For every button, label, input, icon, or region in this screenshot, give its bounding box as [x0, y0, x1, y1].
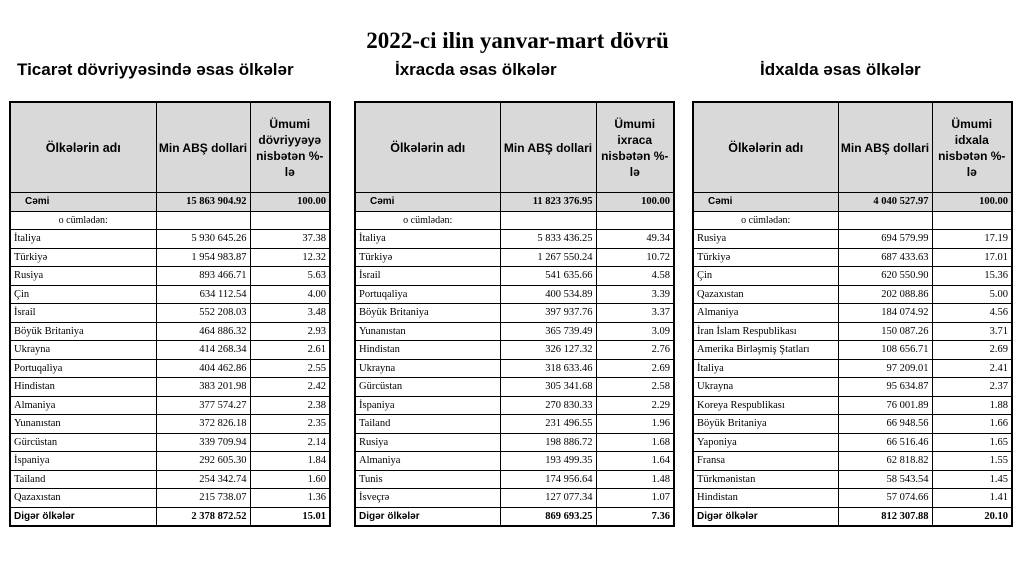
table-row [10, 359, 330, 378]
share-cell: 4.58 [596, 267, 674, 286]
country-name: Rusiya [10, 267, 156, 286]
country-name: İspaniya [10, 452, 156, 471]
share-cell: 1.55 [932, 452, 1012, 471]
table-row [10, 433, 330, 452]
share-cell: 2.55 [250, 359, 330, 378]
share-cell: 5.00 [932, 285, 1012, 304]
share-cell: 2.69 [596, 359, 674, 378]
total-label: Cəmi [693, 193, 838, 212]
total-value: 11 823 376.95 [500, 193, 596, 212]
share-cell: 3.48 [250, 304, 330, 323]
table-row [10, 415, 330, 434]
value-cell: 541 635.66 [500, 267, 596, 286]
subheader-label: o cümlədən: [693, 211, 838, 230]
country-name: Almaniya [693, 304, 838, 323]
share-cell: 1.66 [932, 415, 1012, 434]
table-row [355, 267, 674, 286]
empty-cell [250, 211, 330, 230]
value-cell: 1 954 983.87 [156, 248, 250, 267]
table-row [693, 359, 1012, 378]
total-label: Cəmi [355, 193, 500, 212]
country-name: Böyük Britaniya [10, 322, 156, 341]
total-value: 4 040 527.97 [838, 193, 932, 212]
import-table [692, 101, 1013, 527]
export-table [354, 101, 675, 527]
other-value: 812 307.88 [838, 507, 932, 526]
table-row [693, 415, 1012, 434]
header-row [693, 102, 1012, 193]
country-name: Portuqaliya [355, 285, 500, 304]
value-cell: 198 886.72 [500, 433, 596, 452]
country-name: Hindistan [10, 378, 156, 397]
table-row [693, 267, 1012, 286]
other-value: 2 378 872.52 [156, 507, 250, 526]
value-cell: 174 956.64 [500, 470, 596, 489]
country-name: Hindistan [693, 489, 838, 508]
country-name: Ukrayna [693, 378, 838, 397]
share-cell: 1.41 [932, 489, 1012, 508]
share-cell: 1.64 [596, 452, 674, 471]
table-row [10, 285, 330, 304]
country-name: Hindistan [355, 341, 500, 360]
other-label: Digər ölkələr [10, 507, 156, 526]
value-cell: 339 709.94 [156, 433, 250, 452]
table-row [693, 341, 1012, 360]
total-value: 15 863 904.92 [156, 193, 250, 212]
value-cell: 292 605.30 [156, 452, 250, 471]
country-name: Amerika Birləşmiş Ştatları [693, 341, 838, 360]
trade-turnover-heading: Ticarət dövriyyəsində əsas ölkələr [17, 60, 294, 79]
empty-cell [932, 211, 1012, 230]
table-row [693, 378, 1012, 397]
share-cell: 1.96 [596, 415, 674, 434]
share-cell: 1.48 [596, 470, 674, 489]
share-cell: 1.65 [932, 433, 1012, 452]
country-name: Türkmənistan [693, 470, 838, 489]
other-label: Digər ölkələr [693, 507, 838, 526]
subheader-row [10, 211, 330, 230]
share-cell: 4.56 [932, 304, 1012, 323]
value-cell: 215 738.07 [156, 489, 250, 508]
value-cell: 270 830.33 [500, 396, 596, 415]
share-column-header: Ümumi idxala nisbətən %-lə [932, 102, 1012, 193]
share-cell: 10.72 [596, 248, 674, 267]
value-cell: 5 833 436.25 [500, 230, 596, 249]
other-share: 20.10 [932, 507, 1012, 526]
value-cell: 66 948.56 [838, 415, 932, 434]
share-cell: 2.61 [250, 341, 330, 360]
country-name: Portuqaliya [10, 359, 156, 378]
country-name: Yaponiya [693, 433, 838, 452]
country-name: Ukrayna [10, 341, 156, 360]
country-name: İtaliya [693, 359, 838, 378]
share-cell: 1.07 [596, 489, 674, 508]
share-cell: 3.09 [596, 322, 674, 341]
share-cell: 1.88 [932, 396, 1012, 415]
share-cell: 1.36 [250, 489, 330, 508]
value-cell: 552 208.03 [156, 304, 250, 323]
country-name: Tailand [355, 415, 500, 434]
value-cell: 687 433.63 [838, 248, 932, 267]
value-cell: 620 550.90 [838, 267, 932, 286]
country-name: İspaniya [355, 396, 500, 415]
empty-cell [596, 211, 674, 230]
table-row [10, 322, 330, 341]
header-row [10, 102, 330, 193]
country-name: İsrail [10, 304, 156, 323]
table-row [693, 230, 1012, 249]
country-name: Almaniya [355, 452, 500, 471]
country-name: Çin [10, 285, 156, 304]
country-name: Gürcüstan [355, 378, 500, 397]
value-cell: 414 268.34 [156, 341, 250, 360]
country-column-header: Ölkələrin adı [355, 102, 500, 193]
table-row [355, 285, 674, 304]
share-cell: 2.76 [596, 341, 674, 360]
share-cell: 17.19 [932, 230, 1012, 249]
value-cell: 108 656.71 [838, 341, 932, 360]
country-column-header: Ölkələrin adı [693, 102, 838, 193]
total-row [10, 193, 330, 212]
table-row [355, 433, 674, 452]
table-row [355, 396, 674, 415]
value-cell: 202 088.86 [838, 285, 932, 304]
table-row [10, 230, 330, 249]
share-cell: 2.93 [250, 322, 330, 341]
country-name: Koreya Respublikası [693, 396, 838, 415]
share-column-header: Ümumi dövriyyəyə nisbətən %-lə [250, 102, 330, 193]
country-name: İsrail [355, 267, 500, 286]
other-share: 7.36 [596, 507, 674, 526]
table-row [693, 322, 1012, 341]
country-name: Gürcüstan [10, 433, 156, 452]
value-cell: 372 826.18 [156, 415, 250, 434]
table-row [355, 415, 674, 434]
table-row [10, 452, 330, 471]
table-row [693, 304, 1012, 323]
share-cell: 1.60 [250, 470, 330, 489]
value-cell: 694 579.99 [838, 230, 932, 249]
value-cell: 377 574.27 [156, 396, 250, 415]
value-cell: 76 001.89 [838, 396, 932, 415]
country-name: Tailand [10, 470, 156, 489]
share-cell: 3.71 [932, 322, 1012, 341]
country-name: İsveçrə [355, 489, 500, 508]
share-cell: 4.00 [250, 285, 330, 304]
country-name: Yunanıstan [355, 322, 500, 341]
other-countries-row [355, 507, 674, 526]
share-cell: 2.35 [250, 415, 330, 434]
total-share: 100.00 [596, 193, 674, 212]
country-name: Qazaxıstan [10, 489, 156, 508]
value-column-header: Min ABŞ dollarі [156, 102, 250, 193]
table-row [355, 470, 674, 489]
value-cell: 184 074.92 [838, 304, 932, 323]
table-row [355, 489, 674, 508]
table-row [10, 267, 330, 286]
share-cell: 5.63 [250, 267, 330, 286]
country-name: Ukrayna [355, 359, 500, 378]
empty-cell [156, 211, 250, 230]
header-row [355, 102, 674, 193]
total-row [355, 193, 674, 212]
share-cell: 2.38 [250, 396, 330, 415]
table-row [355, 230, 674, 249]
country-name: İtaliya [10, 230, 156, 249]
value-cell: 66 516.46 [838, 433, 932, 452]
value-cell: 404 462.86 [156, 359, 250, 378]
country-name: Yunanıstan [10, 415, 156, 434]
country-name: İtaliya [355, 230, 500, 249]
share-cell: 2.42 [250, 378, 330, 397]
table-row [355, 248, 674, 267]
country-name: Almaniya [10, 396, 156, 415]
share-cell: 3.37 [596, 304, 674, 323]
table-row [693, 248, 1012, 267]
trade-turnover-table [9, 101, 331, 527]
empty-cell [838, 211, 932, 230]
value-cell: 95 634.87 [838, 378, 932, 397]
value-cell: 1 267 550.24 [500, 248, 596, 267]
table-row [10, 378, 330, 397]
other-label: Digər ölkələr [355, 507, 500, 526]
table-row [355, 304, 674, 323]
country-name: Fransa [693, 452, 838, 471]
value-cell: 57 074.66 [838, 489, 932, 508]
share-cell: 1.45 [932, 470, 1012, 489]
country-name: Türkiyə [355, 248, 500, 267]
value-cell: 326 127.32 [500, 341, 596, 360]
total-row [693, 193, 1012, 212]
country-name: Türkiyə [693, 248, 838, 267]
share-cell: 49.34 [596, 230, 674, 249]
value-cell: 305 341.68 [500, 378, 596, 397]
value-cell: 97 209.01 [838, 359, 932, 378]
country-name: Rusiya [693, 230, 838, 249]
share-cell: 2.29 [596, 396, 674, 415]
value-cell: 254 342.74 [156, 470, 250, 489]
value-cell: 400 534.89 [500, 285, 596, 304]
table-row [355, 378, 674, 397]
total-share: 100.00 [932, 193, 1012, 212]
value-cell: 464 886.32 [156, 322, 250, 341]
table-row [10, 396, 330, 415]
value-cell: 231 496.55 [500, 415, 596, 434]
value-cell: 62 818.82 [838, 452, 932, 471]
country-column-header: Ölkələrin adı [10, 102, 156, 193]
share-cell: 12.32 [250, 248, 330, 267]
subheader-row [355, 211, 674, 230]
other-value: 869 693.25 [500, 507, 596, 526]
share-cell: 17.01 [932, 248, 1012, 267]
value-column-header: Min ABŞ dollarі [838, 102, 932, 193]
value-column-header: Min ABŞ dollarі [500, 102, 596, 193]
table-row [693, 396, 1012, 415]
country-name: Türkiyə [10, 248, 156, 267]
value-cell: 318 633.46 [500, 359, 596, 378]
country-name: Tunis [355, 470, 500, 489]
table-row [693, 470, 1012, 489]
page-title: 2022-ci ilin yanvar-mart dövrü [366, 28, 669, 53]
total-share: 100.00 [250, 193, 330, 212]
other-share: 15.01 [250, 507, 330, 526]
share-cell: 2.14 [250, 433, 330, 452]
country-name: Qazaxıstan [693, 285, 838, 304]
table-row [693, 452, 1012, 471]
table-row [355, 322, 674, 341]
value-cell: 634 112.54 [156, 285, 250, 304]
share-cell: 3.39 [596, 285, 674, 304]
subheader-label: o cümlədən: [10, 211, 156, 230]
other-countries-row [693, 507, 1012, 526]
share-column-header: Ümumi ixraca nisbətən %-lə [596, 102, 674, 193]
value-cell: 150 087.26 [838, 322, 932, 341]
value-cell: 193 499.35 [500, 452, 596, 471]
country-name: İran İslam Respublikası [693, 322, 838, 341]
share-cell: 2.58 [596, 378, 674, 397]
import-heading: İdxalda əsas ölkələr [760, 60, 921, 79]
value-cell: 893 466.71 [156, 267, 250, 286]
table-row [10, 248, 330, 267]
table-row [355, 341, 674, 360]
country-name: Çin [693, 267, 838, 286]
share-cell: 37.38 [250, 230, 330, 249]
table-row [355, 359, 674, 378]
share-cell: 2.69 [932, 341, 1012, 360]
export-heading: İxracda əsas ölkələr [395, 60, 557, 79]
value-cell: 397 937.76 [500, 304, 596, 323]
table-row [10, 489, 330, 508]
share-cell: 1.68 [596, 433, 674, 452]
table-row [10, 304, 330, 323]
share-cell: 2.37 [932, 378, 1012, 397]
value-cell: 383 201.98 [156, 378, 250, 397]
value-cell: 365 739.49 [500, 322, 596, 341]
subheader-row [693, 211, 1012, 230]
value-cell: 5 930 645.26 [156, 230, 250, 249]
share-cell: 2.41 [932, 359, 1012, 378]
table-row [693, 433, 1012, 452]
other-countries-row [10, 507, 330, 526]
share-cell: 1.84 [250, 452, 330, 471]
table-row [693, 489, 1012, 508]
country-name: Böyük Britaniya [693, 415, 838, 434]
table-row [693, 285, 1012, 304]
empty-cell [500, 211, 596, 230]
value-cell: 127 077.34 [500, 489, 596, 508]
share-cell: 15.36 [932, 267, 1012, 286]
table-row [10, 470, 330, 489]
value-cell: 58 543.54 [838, 470, 932, 489]
total-label: Cəmi [10, 193, 156, 212]
table-row [10, 341, 330, 360]
subheader-label: o cümlədən: [355, 211, 500, 230]
table-row [355, 452, 674, 471]
country-name: Rusiya [355, 433, 500, 452]
country-name: Böyük Britaniya [355, 304, 500, 323]
